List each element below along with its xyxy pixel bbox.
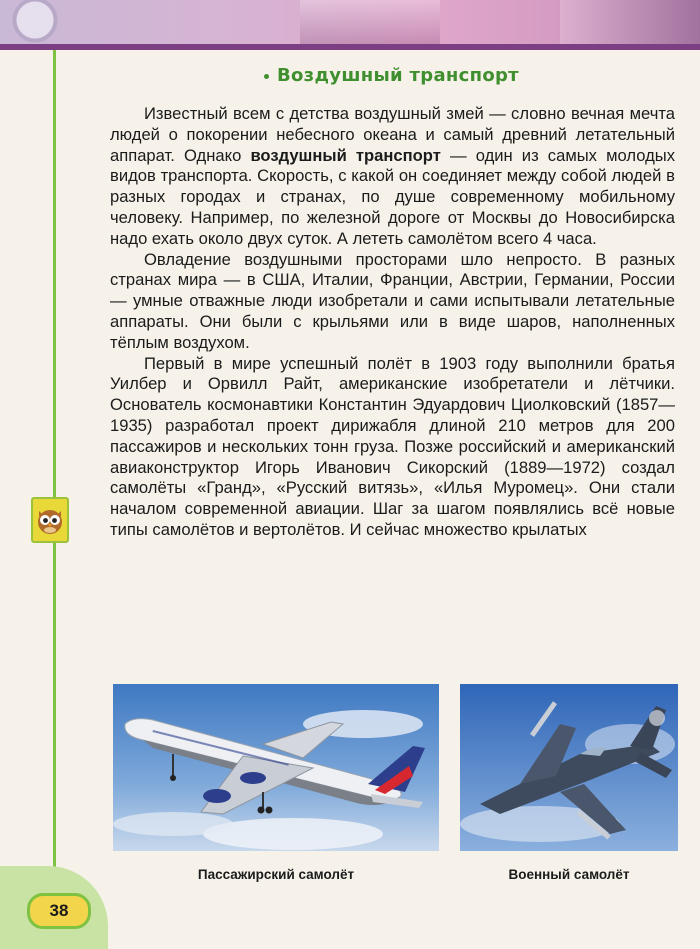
header-decoration-photo-right [560,0,700,44]
section-title [264,65,544,93]
paragraph-1 [110,104,675,250]
term-bold: воздушный транспорт [250,145,441,165]
header-rule [0,44,700,50]
military-jet-photo [460,684,678,851]
passenger-plane-photo [113,684,439,851]
paragraph-2: Овладение воздушными просторами шло непросто. В разных странах мира — в США, Италии, Франции, Австрии, Германии, России — умные отважные люди изобретали и сами испытывали летательные аппараты. Они были с крыльями или в виде шаров, наполненных тёплым воздухом. [110,249,675,352]
page-number: 38 [27,893,91,929]
paragraph-1-end: — один из самых молодых видов транспорта. Скорость, с какой он соединяет между собой людей в разных городах и странах, по душе современному мобильному человеку. Например, по железной дороге от Москвы до Новосибирска надо ехать около двух суток. А лететь самолётом всего 4 часа. [110,145,675,248]
section-title-text: Воздушный транспорт [277,65,519,86]
paragraph-1-start: Известный всем с детства воздушный змей — словно вечная мечта людей о покорении небесного океана и самый древний летательный аппарат. Однако [110,104,675,165]
body-text [110,104,675,541]
owl-icon [31,497,69,543]
caption-military-jet: Военный самолёт [508,867,630,882]
header-decoration-clock [0,0,70,44]
title-bullet [264,74,269,79]
header-decoration-photo [300,0,440,44]
margin-line [53,50,56,870]
paragraph-3: Первый в мире успешный полёт в 1903 году выполнили братья Уилбер и Орвилл Райт, американские изобретатели и лётчики. Основатель космонавтики Константин Эдуардович Циолковский (1857—1935) разработал проект дирижабля длиной 210 метров для 200 пассажиров и нескольких тонн груза. Позже российский и американский авиаконструктор Игорь Иванович Сикорский (1889—1972) создал самолёты «Гранд», «Русский витязь», «Илья Муромец». Они стали началом современной авиации. Шаг за шагом появлялись всё новые типы самолётов и вертолётов. И сейчас множество крылатых [110,353,675,539]
caption-passenger-plane: Пассажирский самолёт [197,867,355,882]
header-banner [0,0,700,44]
